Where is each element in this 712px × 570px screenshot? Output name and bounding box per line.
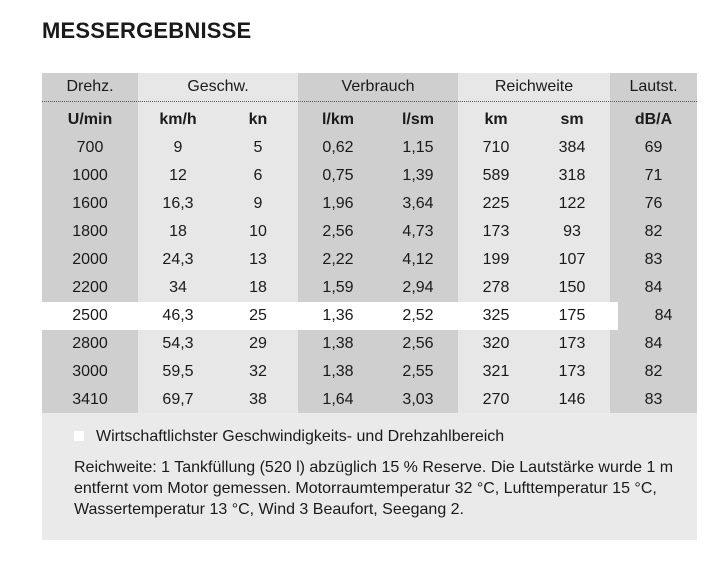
cell-l-sm: 4,73: [402, 223, 434, 240]
cell-kn: 5: [253, 139, 263, 156]
cell-kmh: 16,3: [162, 195, 194, 212]
cell-kmh: 54,3: [162, 335, 194, 352]
cell-l-km: 1,36: [322, 307, 354, 324]
cell-kmh: km/h: [159, 111, 197, 128]
cell-km: 225: [482, 195, 510, 212]
cell-sm: 173: [558, 335, 586, 352]
footnote: Reichweite: 1 Tankfüllung (520 l) abzüglich 15 % Reserve. Die Lautstärke wurde 1 m entfernt vom Motor gemessen. Motorraumtemperatur 32 °C, Lufttemperatur 15 °C, Wassertemperatur 13 °C, Wind 3 Beaufort, Seegang 2.: [74, 459, 674, 518]
cell-l-km: 1,59: [322, 279, 354, 296]
cell-drehzahl: 1600: [72, 195, 108, 212]
cell-l-km: 0,62: [322, 139, 354, 156]
cell-l-sm: 2,52: [402, 307, 434, 324]
cell-dba: 84: [644, 335, 663, 352]
cell-kn: 25: [249, 307, 267, 324]
cell-l-km: 1,38: [322, 335, 354, 352]
cell-l-sm: 2,55: [402, 363, 434, 380]
table-row: [42, 274, 697, 302]
cell-drehzahl: 700: [76, 139, 104, 156]
cell-l-km: 1,96: [322, 195, 354, 212]
cell-l-km: 2,56: [322, 223, 354, 240]
cell-kmh: 59,5: [162, 363, 194, 380]
cell-dba: 83: [644, 251, 663, 268]
table-row: [42, 134, 697, 162]
cell-sm: 107: [558, 251, 586, 268]
table-row: [42, 218, 697, 246]
table-row: [42, 330, 697, 358]
cell-kmh: 46,3: [162, 307, 194, 324]
cell-km: 270: [482, 391, 510, 408]
cell-l-sm: 2,56: [402, 335, 434, 352]
cell-kn: 32: [249, 363, 267, 380]
cell-km: km: [484, 111, 508, 128]
cell-sm: 318: [558, 167, 586, 184]
cell-dba: 82: [644, 223, 663, 240]
legend-swatch: [74, 431, 84, 441]
cell-dba: 84: [654, 307, 673, 324]
group-header-drehzahl: Drehz.: [66, 78, 114, 95]
cell-l-sm: 4,12: [402, 251, 434, 268]
cell-kn: kn: [248, 111, 268, 128]
cell-kmh: 34: [169, 279, 187, 296]
legend: [74, 428, 504, 446]
cell-km: 589: [482, 167, 510, 184]
cell-sm: 173: [558, 363, 586, 380]
cell-sm: 150: [558, 279, 586, 296]
cell-drehzahl: U/min: [67, 111, 113, 128]
cell-drehzahl: 3410: [72, 391, 108, 408]
cell-dba: dB/A: [634, 111, 673, 128]
cell-kn: 29: [249, 335, 267, 352]
cell-dba: 71: [644, 167, 663, 184]
cell-sm: 122: [558, 195, 586, 212]
cell-l-km: l/km: [321, 111, 354, 128]
cell-km: 710: [482, 139, 510, 156]
cell-drehzahl: 2800: [72, 335, 108, 352]
cell-l-sm: 1,39: [402, 167, 434, 184]
page-title: MESSERGEBNISSE: [42, 18, 252, 43]
cell-km: 320: [482, 335, 510, 352]
legend-text: Wirtschaftlichster Geschwindigkeits- und Drehzahlbereich: [96, 428, 505, 445]
cell-sm: 146: [558, 391, 586, 408]
cell-kn: 38: [249, 391, 267, 408]
cell-kn: 10: [249, 223, 267, 240]
group-header-geschwindigkeit: Geschw.: [187, 78, 249, 95]
cell-kmh: 9: [173, 139, 183, 156]
group-header-verbrauch: Verbrauch: [341, 78, 415, 95]
table-row: [42, 190, 697, 218]
table-row: [42, 358, 697, 386]
cell-l-km: 1,38: [322, 363, 354, 380]
units-row: [42, 106, 697, 134]
cell-l-sm: 1,15: [402, 139, 434, 156]
cell-drehzahl: 1800: [72, 223, 108, 240]
cell-kn: 13: [249, 251, 267, 268]
cell-kn: 6: [253, 167, 263, 184]
group-header-reichweite: Reichweite: [494, 78, 574, 95]
cell-drehzahl: 3000: [72, 363, 108, 380]
cell-dba: 76: [644, 195, 663, 212]
cell-drehzahl: 2000: [72, 251, 108, 268]
header-divider: [42, 101, 697, 102]
cell-dba: 83: [644, 391, 663, 408]
cell-l-km: 0,75: [322, 167, 354, 184]
cell-kn: 18: [249, 279, 267, 296]
cell-km: 199: [482, 251, 510, 268]
cell-kmh: 69,7: [162, 391, 194, 408]
cell-sm: 175: [558, 307, 586, 324]
cell-sm: sm: [560, 111, 584, 128]
cell-km: 173: [482, 223, 510, 240]
cell-l-km: 1,64: [322, 391, 354, 408]
cell-dba: 69: [644, 139, 663, 156]
cell-l-sm: l/sm: [401, 111, 434, 128]
cell-l-sm: 3,64: [402, 195, 434, 212]
table-row: [42, 386, 697, 414]
results-table-panel: [42, 73, 697, 540]
cell-km: 321: [482, 363, 510, 380]
cell-dba: 82: [644, 363, 663, 380]
cell-sm: 93: [563, 223, 581, 240]
cell-drehzahl: 2500: [72, 307, 108, 324]
cell-l-km: 2,22: [322, 251, 354, 268]
cell-drehzahl: 2200: [72, 279, 108, 296]
cell-kmh: 24,3: [162, 251, 194, 268]
cell-sm: 384: [558, 139, 586, 156]
cell-dba: 84: [644, 279, 663, 296]
cell-kmh: 12: [169, 167, 187, 184]
cell-kmh: 18: [169, 223, 187, 240]
cell-km: 278: [482, 279, 510, 296]
cell-drehzahl: 1000: [72, 167, 108, 184]
cell-km: 325: [482, 307, 510, 324]
cell-kn: 9: [253, 195, 263, 212]
table-row: [42, 162, 697, 190]
table-row-highlighted: [32, 302, 618, 330]
cell-l-sm: 3,03: [402, 391, 434, 408]
table-row: [42, 246, 697, 274]
group-header-lautstaerke: Lautst.: [629, 78, 678, 95]
cell-l-sm: 2,94: [402, 279, 434, 296]
